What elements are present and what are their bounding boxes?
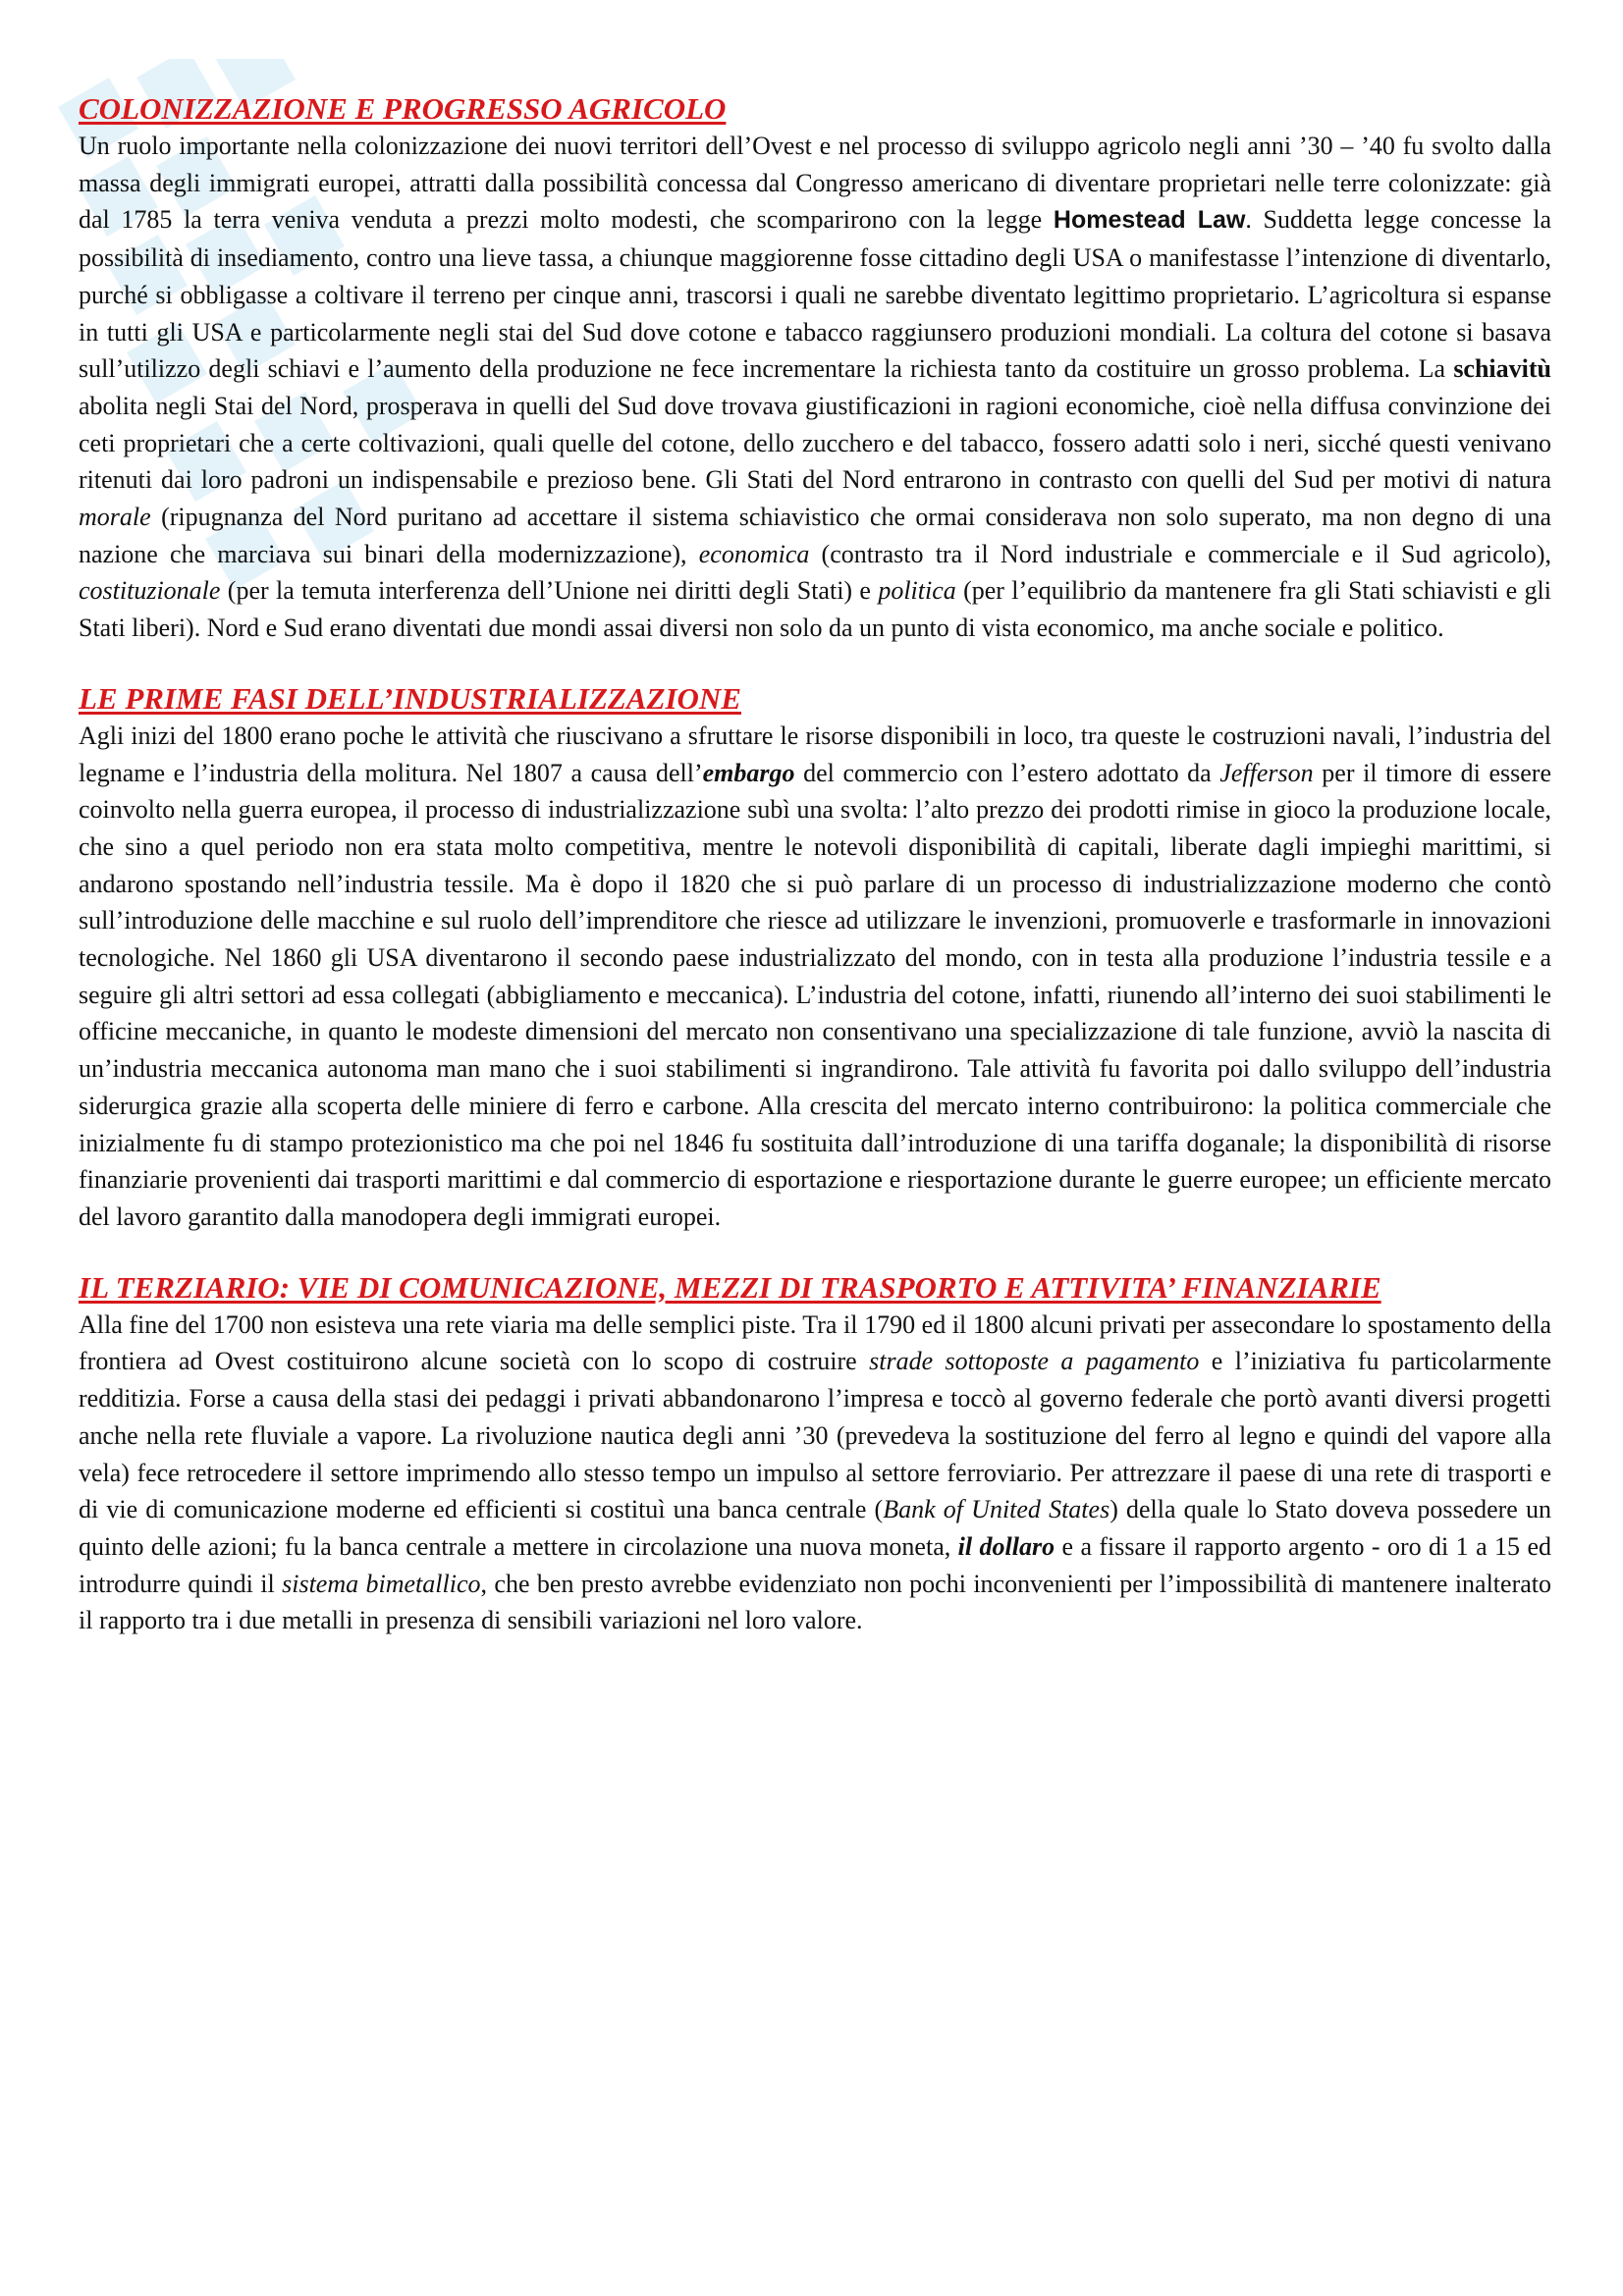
section-heading: LE PRIME FASI DELL’INDUSTRIALIZZAZIONE xyxy=(79,680,741,716)
document-page xyxy=(79,90,1551,1673)
section-terziario xyxy=(79,1269,1551,1639)
section-paragraph: Un ruolo importante nella colonizzazione dei nuovi territori dell’Ovest e nel processo di sviluppo agricolo negli anni ’30 – ’40 fu svolto dalla massa degli immigrati europei, attratti dalla possibilità concessa dal Congresso americano di diventare proprietari nelle terre colonizzate: già dal 1785 la terra veniva venduta a prezzi molto modesti, che scomparirono con la legge Homestead Law. Suddetta legge concesse la possibilità di insediamento, contro una lieve tassa, a chiunque maggiorenne fosse cittadino degli USA o manifestasse l’intenzione di diventarlo, purché si obbligasse a coltivare il terreno per cinque anni, trascorsi i quali ne sarebbe diventato legittimo proprietario. L’agricoltura si espanse in tutti gli USA e particolarmente negli stai del Sud dove cotone e tabacco raggiunsero produzioni mondiali. La coltura del cotone si basava sull’utilizzo degli schiavi e l’aumento della produzione ne fece incrementare la richiesta tanto da costituire un grosso problema. La schiavitù abolita negli Stai del Nord, prosperava in quelli del Sud dove trovava giustificazioni in ragioni economiche, cioè nella diffusa convinzione dei ceti proprietari che a certe coltivazioni, quali quelle del cotone, dello zucchero e del tabacco, fossero adatti solo i neri, sicché questi venivano ritenuti dai loro padroni un indispensabile e prezioso bene. Gli Stati del Nord entrarono in contrasto con quelli del Sud per motivi di natura morale (ripugnanza del Nord puritano ad accettare il sistema schiavistico che ormai considerava non solo superato, ma non degno di una nazione che marciava sui binari della modernizzazione), economica (contrasto tra il Nord industriale e commerciale e il Sud agricolo), costituzionale (per la temuta interferenza dell’Unione nei diritti degli Stati) e politica (per l’equilibrio da mantenere fra gli Stati schiavisti e gli Stati liberi). Nord e Sud erano diventati due mondi assai diversi non solo da un punto di vista economico, ma anche sociale e politico. xyxy=(79,132,1552,643)
section-industrializzazione xyxy=(79,680,1551,1236)
section-paragraph: Alla fine del 1700 non esisteva una rete viaria ma delle semplici piste. Tra il 1790 ed il 1800 alcuni privati per assecondare lo spostamento della frontiera ad Ovest costituirono alcune società con lo scopo di costruire strade sottoposte a pagamento e l’iniziativa fu particolarmente redditizia. Forse a causa della stasi dei pedaggi i privati abbandonarono l’impresa e toccò al governo federale che portò avanti diversi progetti anche nella rete fluviale a vapore. La rivoluzione nautica degli anni ’30 (prevedeva la sostituzione del ferro al legno e quindi del vapore alla vela) fece retrocedere il settore imprimendo allo stesso tempo un impulso al settore ferroviario. Per attrezzare il paese di una rete di trasporti e di vie di comunicazione moderne ed efficienti si costituì una banca centrale (Bank of United States) della quale lo Stato doveva possedere un quinto delle azioni; fu la banca centrale a mettere in circolazione una nuova moneta, il dollaro e a fissare il rapporto argento - oro di 1 a 15 ed introdurre quindi il sistema bimetallico, che ben presto avrebbe evidenziato non pochi inconvenienti per l’impossibilità di mantenere inalterato il rapporto tra i due metalli in presenza di sensibili variazioni nel loro valore. xyxy=(79,1309,1552,1635)
section-heading: IL TERZIARIO: VIE DI COMUNICAZIONE, MEZZI DI TRASPORTO E ATTIVITA’ FINANZIARIE xyxy=(79,1269,1381,1305)
section-colonizzazione xyxy=(79,90,1551,647)
section-paragraph: Agli inizi del 1800 erano poche le attività che riuscivano a sfruttare le risorse disponibili in loco, tra queste le costruzioni navali, l’industria del legname e l’industria della molitura. Nel 1807 a causa dell’embargo del commercio con l’estero adottato da Jefferson per il timore di essere coinvolto nella guerra europea, il processo di industrializzazione subì una svolta: l’alto prezzo dei prodotti rimise in gioco la produzione locale, che sino a quel periodo non era stata molto competitiva, mentre le notevoli disponibilità di capitali, liberate dagli impieghi marittimi, si andarono spostando nell’industria tessile. Ma è dopo il 1820 che si può parlare di un processo di industrializzazione moderno che contò sull’introduzione delle macchine e sul ruolo dell’imprenditore che riesce ad utilizzare le invenzioni, promuoverle e trasformarle in innovazioni tecnologiche. Nel 1860 gli USA diventarono il secondo paese industrializzato del mondo, con in testa alla produzione l’industria tessile e a seguire gli altri settori ad essa collegati (abbigliamento e meccanica). L’industria del cotone, infatti, riunendo all’interno dei suoi stabilimenti le officine meccaniche, in quanto le modeste dimensioni del mercato non consentivano una specializzazione di tale funzione, avviò la nascita di un’industria meccanica autonoma man mano che i suoi stabilimenti si ingrandirono. Tale attività fu favorita poi dallo sviluppo dell’industria siderurgica grazie alla scoperta delle miniere di ferro e carbone. Alla crescita del mercato interno contribuirono: la politica commerciale che inizialmente fu di stampo protezionistico ma che poi nel 1846 fu sostituita dall’introduzione di una tariffa doganale; la disponibilità di risorse finanziarie provenienti dai trasporti marittimi e dal commercio di esportazione e riesportazione durante le guerre europee; un efficiente mercato del lavoro garantito dalla manodopera degli immigrati europei. xyxy=(79,721,1551,1231)
section-heading: COLONIZZAZIONE E PROGRESSO AGRICOLO xyxy=(79,91,727,126)
